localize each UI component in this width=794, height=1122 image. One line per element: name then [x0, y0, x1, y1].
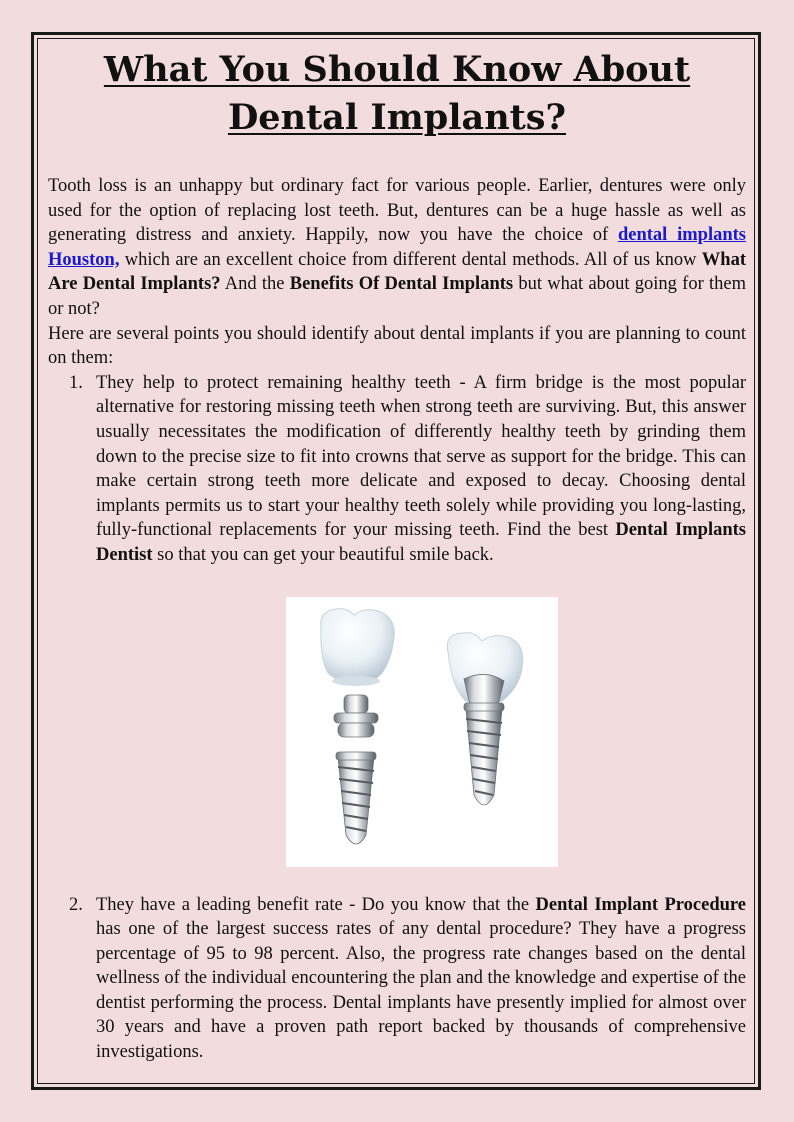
- title-line-2: Dental Implants?: [227, 97, 567, 138]
- screw-left: [336, 752, 376, 844]
- intro-text-2: which are an excellent choice from different dental methods. All of us know: [119, 249, 702, 270]
- list-item-2-number: 2.: [69, 894, 83, 915]
- dental-implant-image: [286, 597, 558, 867]
- intro-text-4: but what about going for them or not?: [48, 274, 746, 319]
- list-item-1-bold: Dental Implants Dentist: [96, 520, 746, 565]
- intro-text-1: Tooth loss is an unhappy but ordinary fact for various people. Earlier, dentures were only used for the option of replacing lost teeth. But, dentures can be a huge hassle as well as generating distress and anxiety. Happily, now you have the choice of: [48, 176, 746, 246]
- list-item-1: [48, 371, 746, 568]
- document-content: [48, 46, 746, 1065]
- points-list-continued: [48, 893, 746, 1065]
- list-item-2: [48, 893, 746, 1065]
- abutment-left: [334, 695, 378, 737]
- list-item-1-number: 1.: [69, 372, 83, 393]
- dental-implant-illustration: [286, 597, 558, 867]
- assembled-implant-right: [447, 632, 522, 804]
- list-item-1-text-end: so that you can get your beautiful smile back.: [152, 544, 494, 565]
- list-item-2-text: They have a leading benefit rate - Do you know that the: [96, 894, 536, 915]
- intro-text-3: And the: [220, 274, 290, 295]
- list-item-2-text-end: has one of the largest success rates of any dental procedure? They have a progress percentage of 95 to 98 percent. Also, the progress rate changes based on the dental wellness of the individual encountering the plan and the knowledge and expertise of the dentist performing the process. Dental implants have presently implied for almost over 30 years and have a proven path report backed by thousands of comprehensive investigations.: [96, 919, 746, 1063]
- list-item-2-bold: Dental Implant Procedure: [535, 894, 747, 915]
- points-intro-paragraph: Here are several points you should identify about dental implants if you are planning to count on them:: [48, 323, 746, 369]
- points-list: [48, 371, 746, 568]
- intro-paragraph: [48, 174, 746, 322]
- list-item-1-text: They help to protect remaining healthy teeth - A firm bridge is the most popular alternative for restoring missing teeth when strong teeth are surviving. But, this answer usually necessitates the modification of differently healthy teeth by grinding them down to the precise size to fit into crowns that serve as support for the bridge. This can make certain strong teeth more delicate and exposed to decay. Choosing dental implants permits us to start your healthy teeth solely while providing you long-lasting, fully-functional replacements for your missing teeth. Find the best: [96, 372, 746, 541]
- dental-implants-houston-link[interactable]: dental implants Houston,: [48, 225, 747, 270]
- page-title: [48, 46, 746, 142]
- intro-bold-2: Benefits Of Dental Implants: [289, 274, 514, 295]
- title-line-1: What You Should Know About: [103, 49, 691, 90]
- intro-bold-1: What Are Dental Implants?: [48, 249, 746, 295]
- crown-left: [321, 608, 394, 685]
